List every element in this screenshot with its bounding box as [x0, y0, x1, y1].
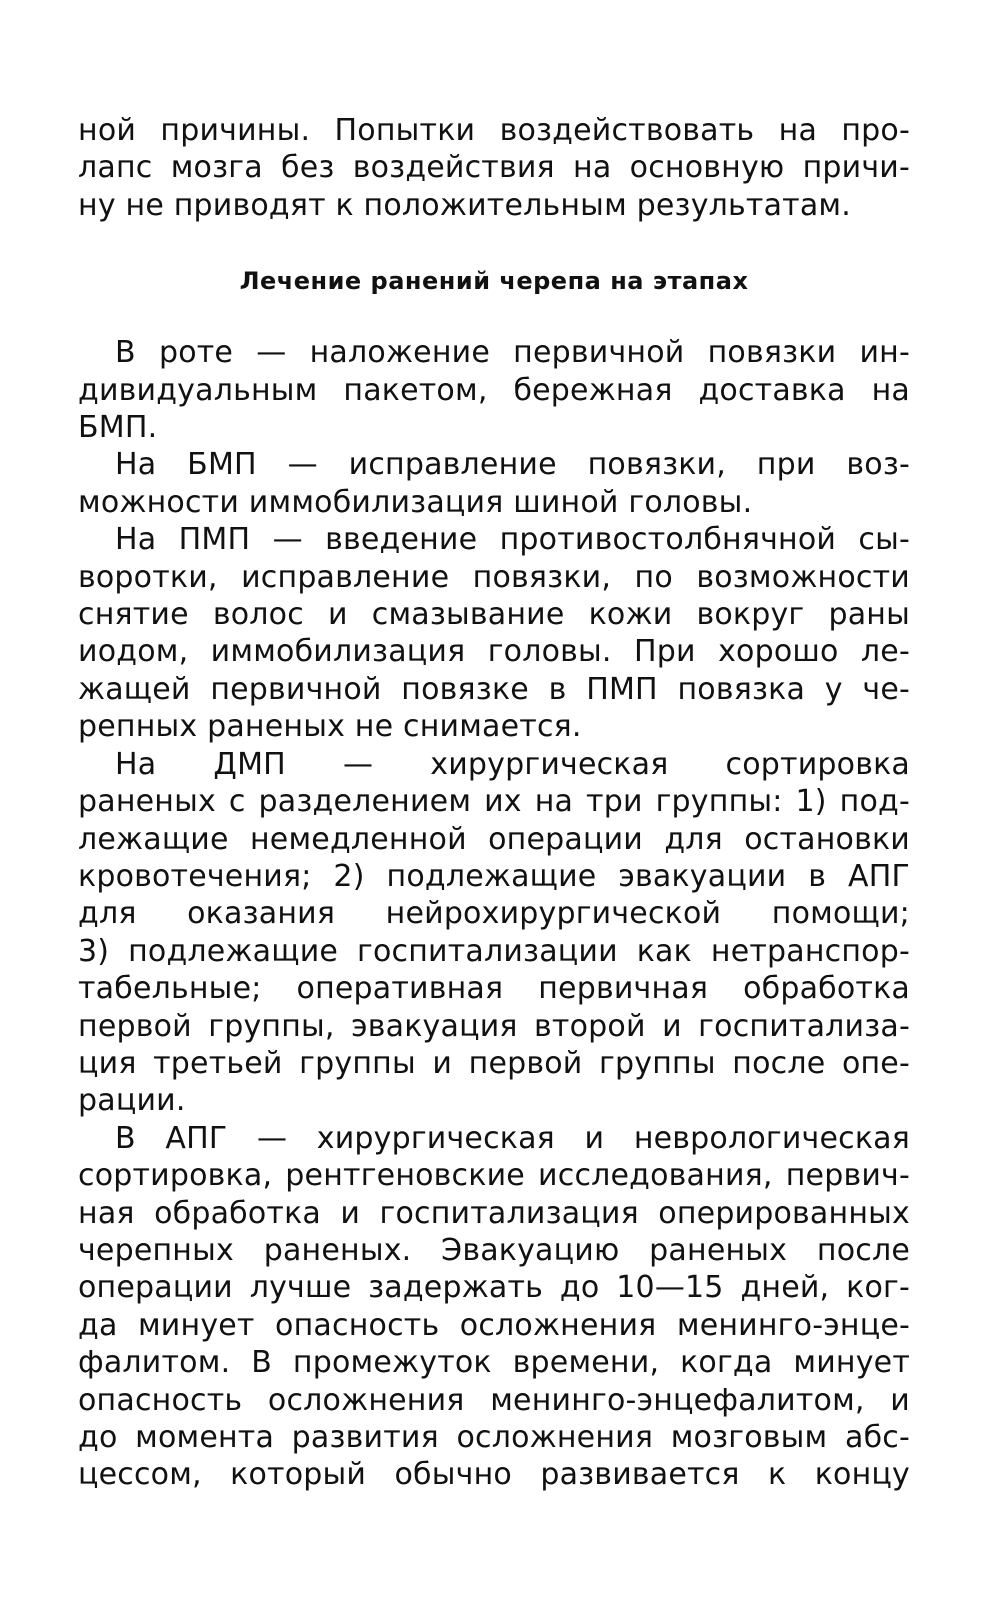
text-line: для оказания нейрохирургической помощи; — [78, 896, 910, 932]
text-line: черепных раненых. Эвакуацию раненых после — [78, 1232, 910, 1268]
intro-paragraph — [78, 112, 910, 224]
text-line: рации. — [78, 1083, 186, 1119]
text-line: БМП. — [78, 410, 158, 446]
text-line: ной причины. Попытки воздействовать на про- — [78, 113, 910, 148]
page-text — [78, 112, 910, 1494]
text-line: кровотечения; 2) подлежащие эвакуации в АПГ — [78, 858, 910, 894]
text-line: 3) подлежащие госпитализации как нетранспор- — [78, 933, 910, 969]
text-line: репных раненых не снимается. — [78, 709, 582, 745]
paragraph-pmp — [78, 521, 910, 745]
text-line: лапс мозга без воздействия на основную причи- — [78, 150, 910, 186]
text-line: иодом, иммобилизация головы. При хорошо ле- — [78, 634, 910, 670]
section-heading: Лечение ранений черепа на этапах — [239, 267, 749, 296]
text-line: да минует опасность осложнения менинго-энце- — [78, 1307, 910, 1343]
text-line: На ПМП — введение противостолбнячной сы- — [115, 522, 910, 558]
text-line: табельные; оперативная первичная обработка — [78, 971, 910, 1007]
text-line: ция третьей группы и первой группы после опе- — [78, 1045, 910, 1081]
text-line: дивидуальным пакетом, бережная доставка на — [78, 372, 910, 408]
text-line: опасность осложнения менинго-энцефалитом, и — [78, 1382, 910, 1418]
text-line: На БМП — исправление повязки, при воз- — [115, 447, 910, 483]
text-line: В роте — наложение первичной повязки ин- — [115, 335, 910, 371]
text-line: воротки, исправление повязки, по возможности — [78, 559, 910, 595]
text-line: можности иммобилизация шиной головы. — [78, 484, 753, 520]
paragraph-apg — [78, 1120, 910, 1494]
text-line: цессом, который обычно развивается к концу — [78, 1457, 910, 1493]
text-line: раненых с разделением их на три группы: 1) под- — [78, 784, 910, 820]
text-line: сортировка, рентгеновские исследования, первич- — [78, 1158, 910, 1194]
text-line: На ДМП — хирургическая сортировка — [115, 746, 910, 782]
text-line: первой группы, эвакуация второй и госпитализа- — [78, 1008, 910, 1044]
text-line: лежащие немедленной операции для остановки — [78, 821, 910, 857]
paragraph-bmp — [78, 446, 910, 521]
text-line: В АПГ — хирургическая и неврологическая — [115, 1120, 910, 1156]
text-line: операции лучше задержать до 10—15 дней, ког- — [78, 1270, 910, 1306]
text-line: ная обработка и госпитализация оперированных — [78, 1195, 910, 1231]
text-line: фалитом. В промежуток времени, когда минует — [78, 1345, 910, 1381]
text-line: ну не приводят к положительным результатам. — [78, 187, 851, 223]
paragraph-rota — [78, 334, 910, 446]
text-line: жащей первичной повязке в ПМП повязка у че- — [78, 671, 910, 707]
paragraph-dmp — [78, 746, 910, 1120]
text-line: снятие волос и смазывание кожи вокруг раны — [78, 597, 910, 633]
text-line: до момента развития осложнения мозговым абс- — [78, 1420, 910, 1455]
